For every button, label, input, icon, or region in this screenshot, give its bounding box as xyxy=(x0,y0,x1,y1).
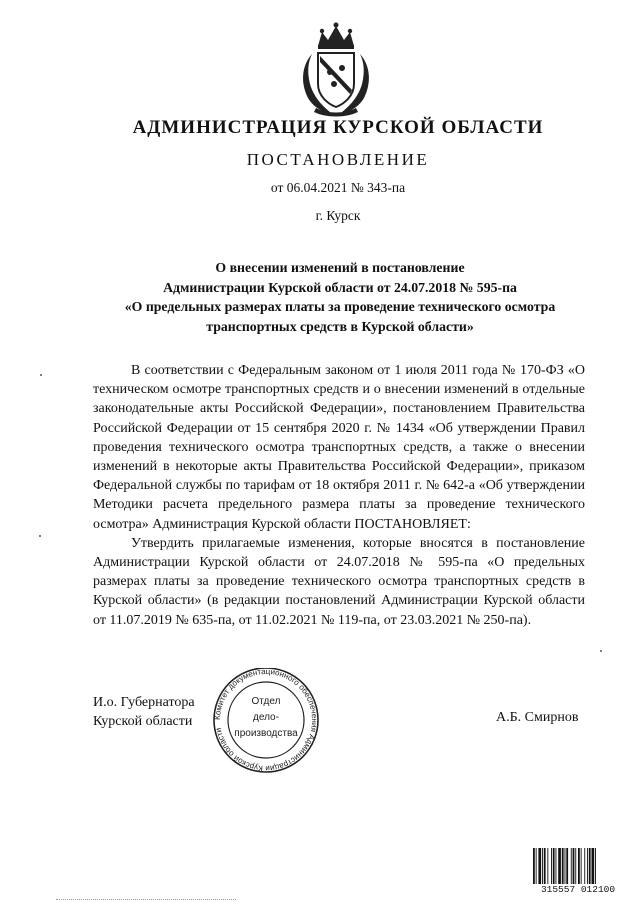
barcode-bar xyxy=(551,848,552,888)
barcode-bar xyxy=(533,848,535,888)
stamp-center-text: производства xyxy=(234,728,298,739)
barcode-bar xyxy=(553,848,555,888)
stamp-center-text: дело- xyxy=(253,712,279,723)
office-stamp xyxy=(200,668,332,773)
document-date-number: от 06.04.2021 № 343-па xyxy=(270,180,406,195)
document-body xyxy=(93,361,585,630)
title-line: Администрации Курской области от 24.07.2018 № 595-па xyxy=(163,279,517,295)
signatory-name: А.Б. Смирнов xyxy=(496,710,579,725)
scan-speck xyxy=(39,535,41,537)
stamp-ring-text: Комитет документационного обеспечения Администрации Курской области xyxy=(212,668,320,773)
barcode-bar xyxy=(547,848,548,888)
signatory-position-line: Курской области xyxy=(93,714,193,729)
barcode-bar xyxy=(558,848,561,888)
barcode-bar xyxy=(584,848,585,888)
scan-edge-line xyxy=(56,899,236,900)
coat-of-arms-emblem xyxy=(294,20,378,118)
title-line: «О предельных размерах платы за проведение технического осмотра xyxy=(124,299,556,314)
title-line: О внесении изменений в постановление xyxy=(215,260,465,275)
document-city: г. Курск xyxy=(315,208,361,223)
barcode-bar xyxy=(542,848,543,888)
scan-speck xyxy=(600,650,602,652)
document-type-heading: ПОСТАНОВЛЕНИЕ xyxy=(246,150,430,169)
title-line: транспортных средств в Курской области» xyxy=(206,318,474,334)
document-title xyxy=(80,258,600,336)
signatory-position-line: И.о. Губернатора xyxy=(93,695,195,710)
barcode-bar xyxy=(592,848,595,888)
barcode-number: 315557 012100 xyxy=(532,884,624,895)
stamp-center-text: Отдел xyxy=(251,696,281,707)
barcode-bar xyxy=(581,848,582,888)
barcode-bar xyxy=(587,848,588,888)
scan-speck xyxy=(40,374,42,376)
barcode-bar xyxy=(566,848,568,888)
barcode-bar xyxy=(544,848,546,888)
barcode-bar xyxy=(575,848,576,888)
barcode-bar xyxy=(565,848,566,888)
body-paragraph: Утвердить прилагаемые изменения, которые вносятся в постановление Администрации Курской области от 24.07.2018 № 595-па «О предельных размерах платы за проведение технического осмотра транспортных средств в Курской области» (в редакции постановлений Администрации Курской области от 11.07.2019 № 635-па, от 11.02.2021 № 119-па, от 23.03.2021 № 250-па). xyxy=(93,535,585,628)
barcode-bar xyxy=(595,848,596,888)
barcode-bar xyxy=(538,848,541,888)
signatory-position xyxy=(93,693,195,731)
body-paragraph: В соответствии с Федеральным законом от 1 июля 2011 года № 170-ФЗ «О техническом осмотре транспортных средств и о внесении изменений в отдельные законодательные акты Российской Федерации», постановлением Правительства Российской Федерации от 15 сентября 2020 г. № 1434 «Об утверждении Правил проведения технического осмотра транспортных средств, а также о внесении изменений в некоторые акты Правительства Российской Федерации», приказом Федеральной службы по тарифам от 18 октября 2011 г. № 642-а «Об утверждении Методики расчета предельного размера платы за проведение технического осмотра» Администрация Курской области ПОСТАНОВЛЯЕТ: xyxy=(93,363,585,532)
barcode-bar xyxy=(571,848,572,888)
barcode-bar xyxy=(562,848,564,888)
barcode-bar xyxy=(556,848,557,888)
barcode-bar xyxy=(578,848,580,888)
barcode-bar xyxy=(589,848,591,888)
organization-heading: АДМИНИСТРАЦИЯ КУРСКОЙ ОБЛАСТИ xyxy=(132,117,544,138)
barcode-bar xyxy=(536,848,537,888)
barcode-bar xyxy=(573,848,575,888)
